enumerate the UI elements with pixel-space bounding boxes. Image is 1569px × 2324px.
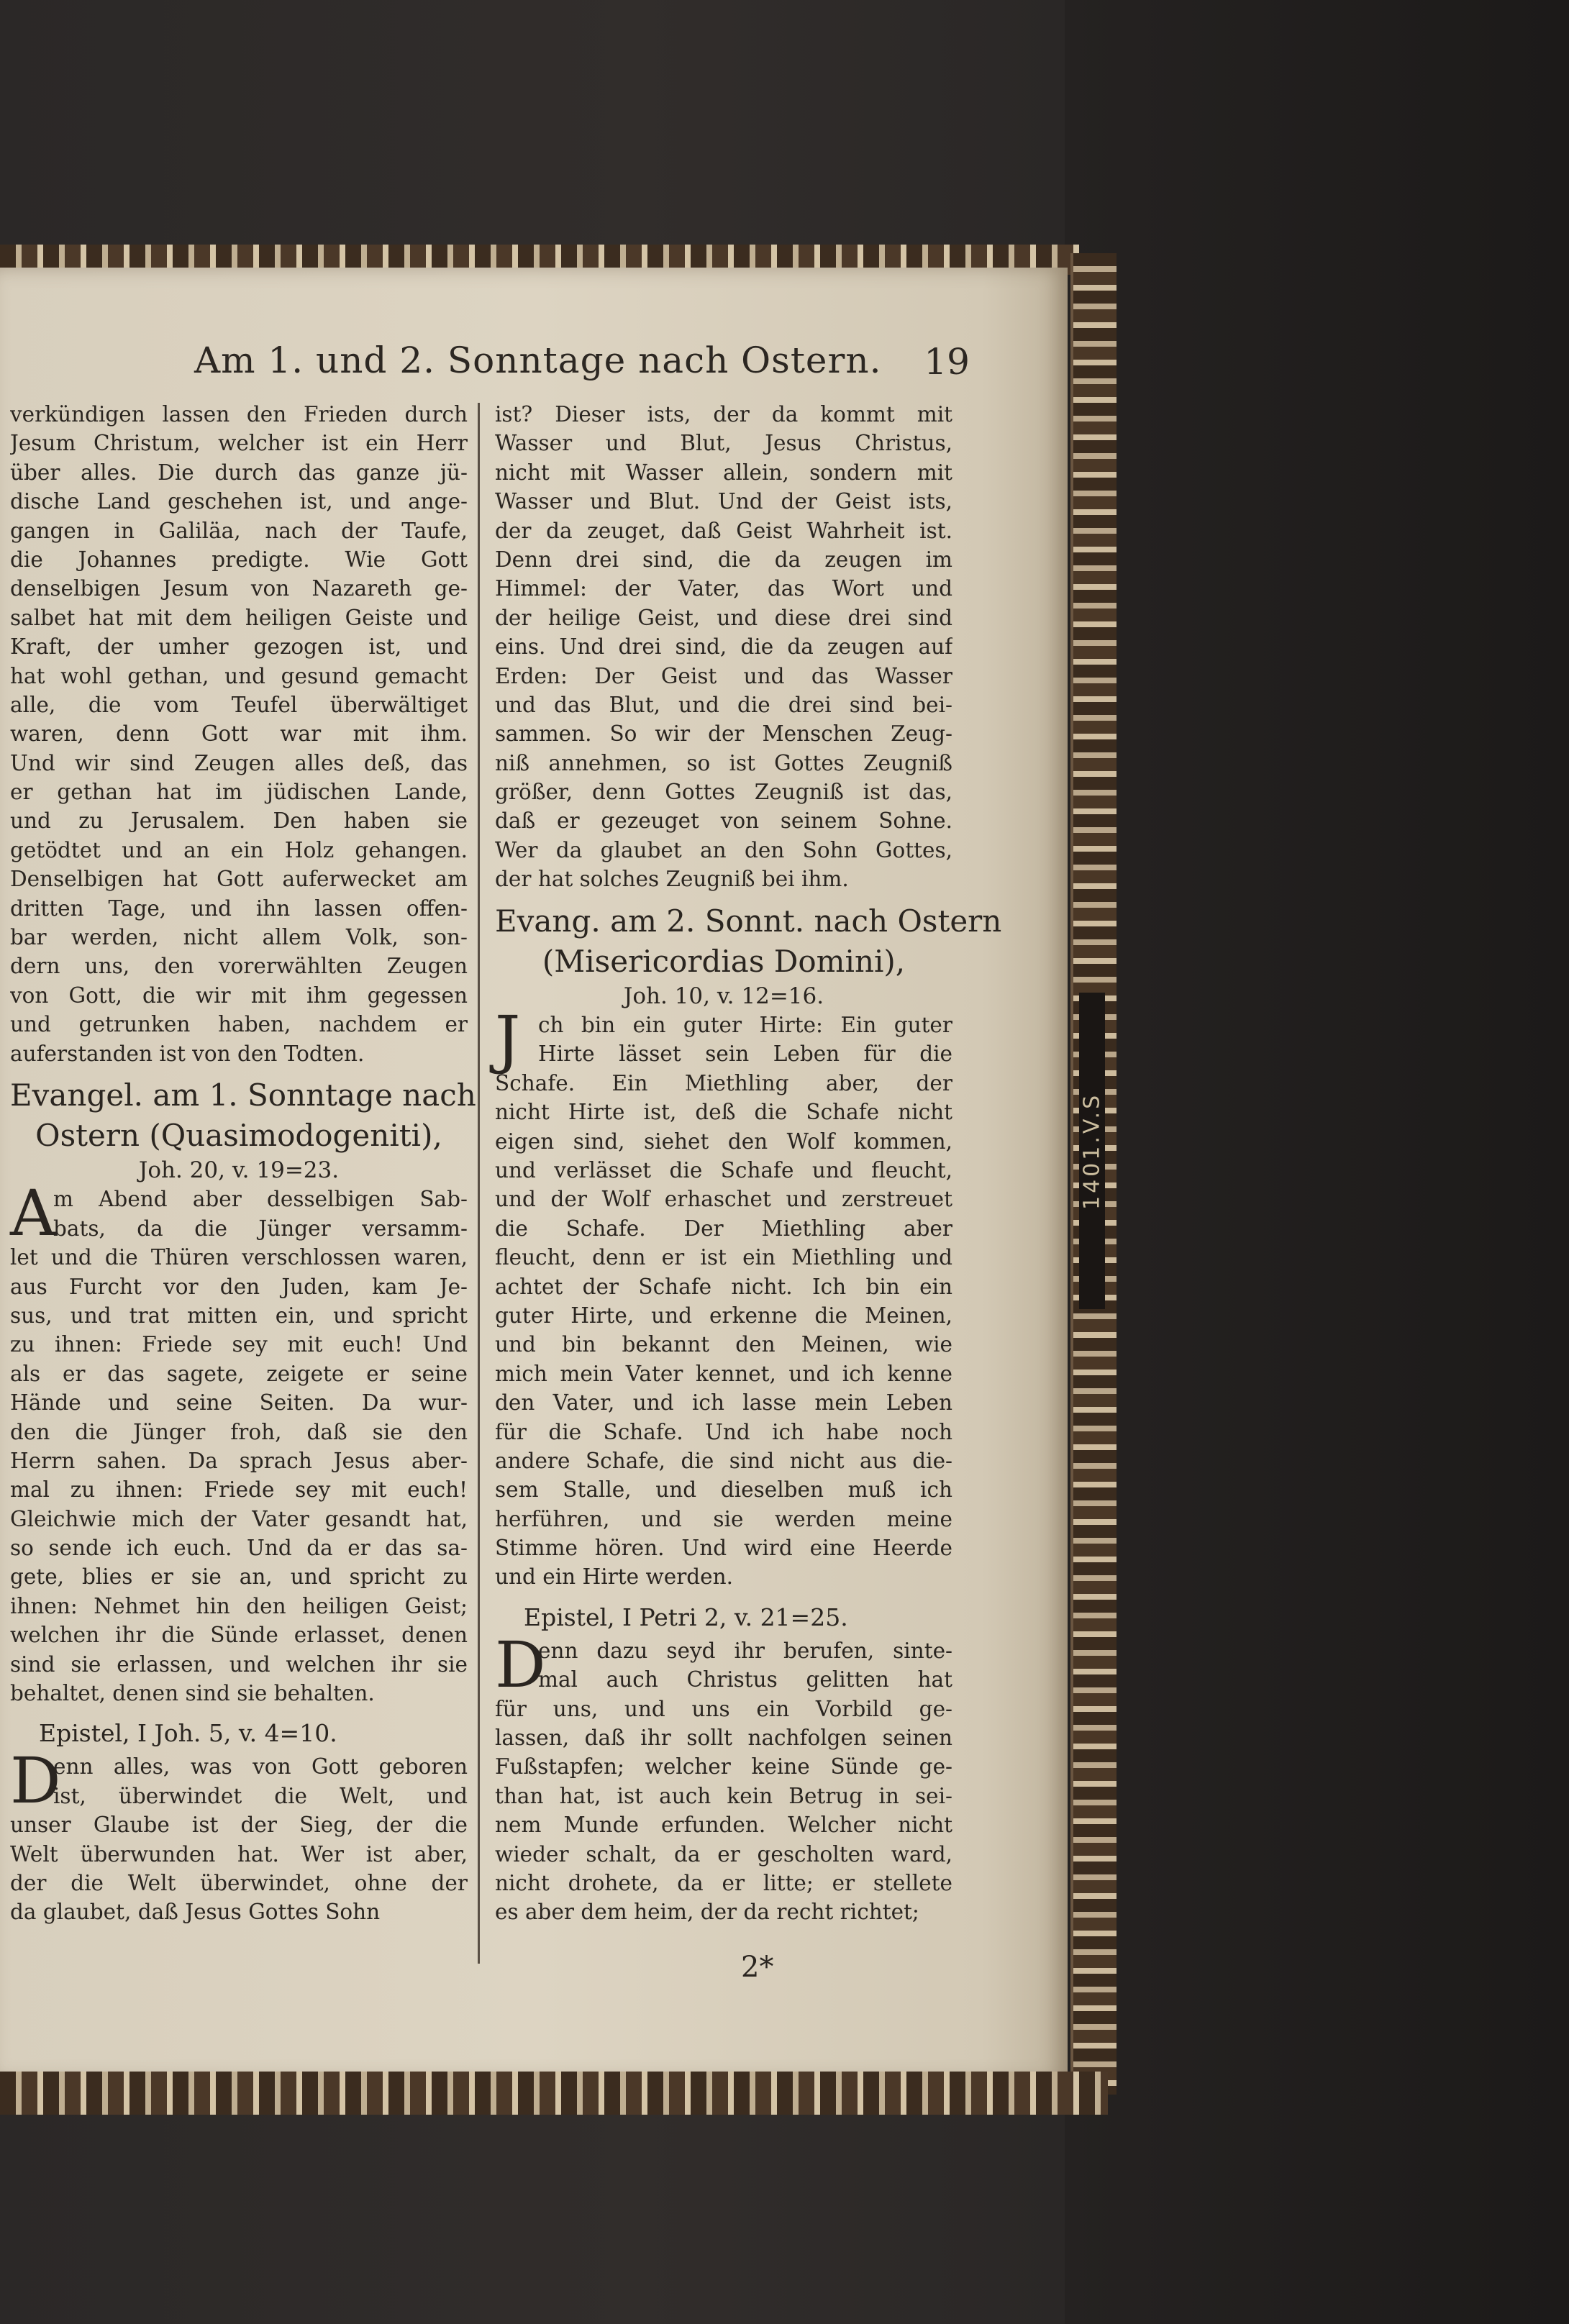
gospel-reference: Joh. 20, v. 19=23. — [138, 1157, 340, 1183]
text-line: der die Welt überwindet, ohne der — [10, 1870, 468, 1895]
text-line: die Johannes predigte. Wie Gott — [10, 547, 468, 572]
text-line: andere Schafe, die sind nicht aus die- — [495, 1448, 952, 1473]
gospel-text-first-sunday — [10, 1176, 468, 1708]
text-line: Welt überwunden hat. Wer ist aber, — [10, 1841, 468, 1867]
text-line: und bin bekannt den Meinen, wie — [495, 1332, 952, 1357]
text-line: Stimme hören. Und wird eine Heerde — [495, 1536, 952, 1561]
text-line: auferstanden ist von den Todten. — [10, 1041, 365, 1066]
text-line: Hirte lässet sein Leben für die — [538, 1042, 952, 1067]
text-line: nicht Hirte ist, deß die Schafe nicht — [495, 1100, 952, 1125]
text-line: und zu Jerusalem. Den haben sie — [10, 808, 468, 834]
gospel-heading-first-sunday: Evangel. am 1. Sonntage nach — [10, 1077, 476, 1113]
text-line: guter Hirte, und erkenne die Meinen, — [495, 1303, 952, 1328]
text-line: let und die Thüren verschlossen waren, — [10, 1245, 468, 1270]
epistle-continuation — [495, 400, 952, 894]
text-line: lassen, daß ihr sollt nachfolgen seinen — [495, 1726, 952, 1751]
text-line: mal auch Christus gelitten hat — [538, 1667, 952, 1692]
text-line: zu ihnen: Friede sey mit euch! Und — [10, 1332, 468, 1357]
text-line: dische Land geschehen ist, und ange- — [10, 489, 468, 514]
text-line: nicht mit Wasser allein, sondern mit — [495, 460, 952, 485]
text-line: alle, die vom Teufel überwältiget — [10, 692, 468, 717]
text-line: den die Jünger froh, daß sie den — [10, 1419, 468, 1444]
right-column — [495, 400, 1002, 1927]
library-shelf-label: 1401.V.S — [1079, 993, 1105, 1309]
left-column — [10, 400, 476, 1927]
text-line: Wasser und Blut. Und der Geist ists, — [495, 489, 952, 514]
text-line: der da zeuget, daß Geist Wahrheit ist. — [495, 518, 952, 543]
text-line: und ein Hirte werden. — [495, 1564, 734, 1590]
text-line: behaltet, denen sind sie behalten. — [10, 1681, 375, 1706]
text-line: Herrn sahen. Da sprach Jesus aber- — [10, 1448, 468, 1473]
text-line: verkündigen lassen den Frieden durch — [10, 402, 468, 427]
text-line: Hände und seine Seiten. Da wur- — [10, 1390, 468, 1416]
text-line: und verlässet die Schafe und fleucht, — [495, 1157, 952, 1182]
text-line: der hat solches Zeugniß bei ihm. — [495, 867, 849, 892]
text-line: Schafe. Ein Miethling aber, der — [495, 1070, 952, 1095]
epistle-text-second-sunday — [495, 1627, 952, 1927]
epistle-text-first-sunday — [10, 1744, 468, 1926]
epistle-heading-second-sunday: Epistel, I Petri 2, v. 21=25. — [524, 1603, 848, 1631]
text-line: nem Munde erfunden. Welcher nicht — [495, 1813, 952, 1838]
text-line: enn dazu seyd ihr berufen, sinte- — [538, 1638, 952, 1663]
text-line: über alles. Die durch das ganze jü- — [10, 460, 468, 485]
text-line: für uns, und uns ein Vorbild ge- — [495, 1696, 952, 1721]
text-line: die Schafe. Der Miethling aber — [495, 1216, 952, 1241]
text-line: den Vater, und ich lasse mein Leben — [495, 1390, 952, 1416]
running-head: Am 1. und 2. Sonntage nach Ostern. — [194, 340, 882, 381]
text-line: und das Blut, und die drei sind bei- — [495, 692, 952, 717]
drop-cap-initial: D — [10, 1744, 61, 1818]
gospel-heading-second-sunday: Evang. am 2. Sonnt. nach Ostern — [495, 903, 1002, 939]
gospel-heading-second-sunday-line2: (Misericordias Domini), — [542, 943, 906, 979]
text-line: und getrunken haben, nachdem er — [10, 1012, 468, 1037]
text-line: unser Glaube ist der Sieg, der die — [10, 1813, 468, 1838]
text-line: als er das sagete, zeigete er seine — [10, 1361, 468, 1386]
text-line: er gethan hat im jüdischen Lande, — [10, 780, 468, 805]
text-line: sus, und trat mitten ein, und spricht — [10, 1303, 468, 1328]
text-line: waren, denn Gott war mit ihm. — [10, 721, 468, 747]
text-line: bats, da die Jünger versamm- — [53, 1216, 468, 1241]
text-line: aus Furcht vor den Juden, kam Je- — [10, 1274, 468, 1299]
epistle-heading-first-sunday: Epistel, I Joh. 5, v. 4=10. — [39, 1719, 337, 1748]
text-line: Wasser und Blut, Jesus Christus, — [495, 431, 952, 456]
text-line: ch bin ein guter Hirte: Ein guter — [538, 1013, 952, 1038]
text-line: dritten Tage, und ihn lassen offen- — [10, 896, 468, 921]
text-line: dern uns, den vorerwählten Zeugen — [10, 954, 468, 979]
text-line: getödtet und an ein Holz gehangen. — [10, 837, 468, 862]
text-line: sem Stalle, und dieselben muß ich — [495, 1477, 952, 1503]
text-line: gangen in Galiläa, nach der Taufe, — [10, 518, 468, 543]
gospel-heading-first-sunday-line2: Ostern (Quasimodogeniti), — [35, 1117, 442, 1153]
text-line: hat wohl gethan, und gesund gemacht — [10, 663, 468, 688]
text-line: herführen, und sie werden meine — [495, 1506, 952, 1531]
text-line: denselbigen Jesum von Nazareth ge- — [10, 576, 468, 601]
text-line: Denselbigen hat Gott auferwecket am — [10, 867, 468, 892]
text-line: ist, überwindet die Welt, und — [53, 1783, 468, 1808]
text-line: fleucht, denn er ist ein Miethling und — [495, 1245, 952, 1270]
page-number: 19 — [924, 341, 970, 383]
text-line: nicht drohete, da er litte; er stellete — [495, 1870, 952, 1895]
text-line: ist? Dieser ists, der da kommt mit — [495, 402, 952, 427]
text-line: und der Wolf erhaschet und zerstreuet — [495, 1187, 952, 1212]
drop-cap-initial: D — [495, 1627, 546, 1702]
text-line: der heilige Geist, und diese drei sind — [495, 605, 952, 630]
printer-signature-mark: 2* — [741, 1951, 774, 1984]
text-line: sammen. So wir der Menschen Zeug- — [495, 721, 952, 747]
gospel-reference: Joh. 10, v. 12=16. — [623, 983, 824, 1009]
text-line: es aber dem heim, der da recht richtet; — [495, 1900, 919, 1925]
text-line: so sende ich euch. Und da er das sa- — [10, 1536, 468, 1561]
text-line: eigen sind, siehet den Wolf kommen, — [495, 1129, 952, 1154]
text-line: mich mein Vater kennet, und ich kenne — [495, 1361, 952, 1386]
text-line: wieder schalt, da er gescholten ward, — [495, 1841, 952, 1867]
text-line: gete, blies er sie an, und spricht zu — [10, 1564, 468, 1590]
text-line: Erden: Der Geist und das Wasser — [495, 663, 952, 688]
text-line: m Abend aber desselbigen Sab- — [53, 1187, 468, 1212]
text-line: Fußstapfen; welcher keine Sünde ge- — [495, 1754, 952, 1780]
text-line: Denn drei sind, die da zeugen im — [495, 547, 952, 572]
text-line: ihnen: Nehmet hin den heiligen Geist; — [10, 1593, 468, 1618]
text-line: achtet der Schafe nicht. Ich bin ein — [495, 1274, 952, 1299]
text-line: bar werden, nicht allem Volk, son- — [10, 925, 468, 950]
text-line: da glaubet, daß Jesus Gottes Sohn — [10, 1900, 381, 1925]
acts-reading-continuation — [10, 400, 468, 1068]
book-bottom-edge — [0, 2072, 1108, 2115]
text-line: salbet hat mit dem heiligen Geiste und — [10, 605, 468, 630]
text-line: than hat, ist auch kein Betrug in sei- — [495, 1783, 952, 1808]
text-line: niß annehmen, so ist Gottes Zeugniß — [495, 750, 952, 775]
text-line: eins. Und drei sind, die da zeugen auf — [495, 634, 952, 660]
drop-cap-initial: A — [10, 1176, 56, 1251]
text-line: Gleichwie mich der Vater gesandt hat, — [10, 1506, 468, 1531]
text-line: sind sie erlassen, und welchen ihr sie — [10, 1651, 468, 1677]
gospel-text-second-sunday — [495, 1002, 952, 1592]
text-line: Himmel: der Vater, das Wort und — [495, 576, 952, 601]
text-line: größer, denn Gottes Zeugniß ist das, — [495, 780, 952, 805]
text-line: für die Schafe. Und ich habe noch — [495, 1419, 952, 1444]
drop-cap-initial: J — [495, 1002, 521, 1077]
text-line: mal zu ihnen: Friede sey mit euch! — [10, 1477, 468, 1503]
text-line: Kraft, der umher gezogen ist, und — [10, 634, 468, 660]
dark-background-right — [1065, 0, 1569, 2324]
text-line: welchen ihr die Sünde erlasset, denen — [10, 1623, 468, 1648]
text-line: Jesum Christum, welcher ist ein Herr — [10, 431, 468, 456]
text-line: daß er gezeuget von seinem Sohne. — [495, 808, 952, 834]
text-line: von Gott, die wir mit ihm gegessen — [10, 983, 468, 1008]
text-line: enn alles, was von Gott geboren — [53, 1754, 468, 1780]
text-line: Wer da glaubet an den Sohn Gottes, — [495, 837, 952, 862]
text-line: Und wir sind Zeugen alles deß, das — [10, 750, 468, 775]
column-divider — [478, 403, 480, 1964]
